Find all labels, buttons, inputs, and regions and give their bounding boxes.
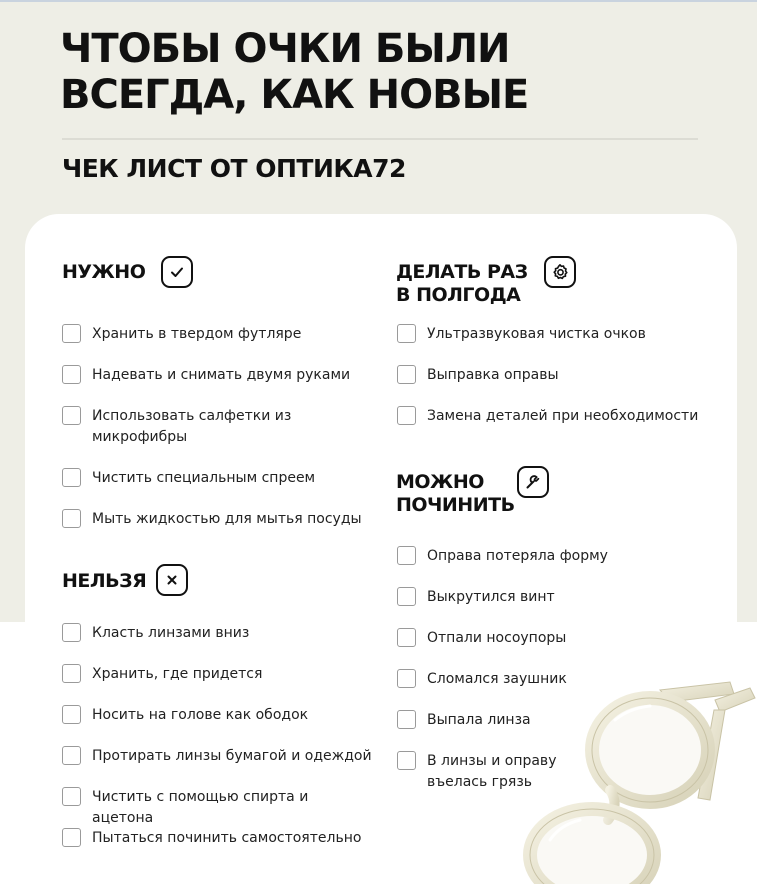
list-item[interactable]: Отпали носоупоры bbox=[397, 628, 717, 649]
page-title-line-2: ВСЕГДА, КАК НОВЫЕ bbox=[60, 72, 529, 118]
list-item[interactable]: Сломался заушник bbox=[397, 669, 717, 690]
list-item[interactable]: Класть линзами вниз bbox=[62, 623, 382, 644]
section-biannual-title: ДЕЛАТЬ РАЗ В ПОЛГОДА bbox=[396, 261, 528, 306]
checkbox[interactable] bbox=[62, 746, 81, 765]
list-item[interactable]: Протирать линзы бумагой и одеждой bbox=[62, 746, 382, 767]
checkbox[interactable] bbox=[397, 751, 416, 770]
checkbox[interactable] bbox=[62, 664, 81, 683]
list-item[interactable]: Чистить с помощью спирта и ацетона bbox=[62, 787, 382, 829]
list-item[interactable]: Носить на голове как ободок bbox=[62, 705, 382, 726]
check-icon bbox=[161, 256, 193, 288]
page-title-line-1: ЧТОБЫ ОЧКИ БЫЛИ bbox=[60, 26, 510, 72]
list-item[interactable]: Надевать и снимать двумя руками bbox=[62, 365, 382, 386]
checkbox[interactable] bbox=[397, 406, 416, 425]
checkbox[interactable] bbox=[397, 628, 416, 647]
list-item[interactable]: Оправа потеряла форму bbox=[397, 546, 717, 567]
checkbox[interactable] bbox=[62, 324, 81, 343]
section-forbidden-title: НЕЛЬЗЯ bbox=[62, 570, 147, 592]
checkbox[interactable] bbox=[397, 669, 416, 688]
section-repairable-title: МОЖНО ПОЧИНИТЬ bbox=[396, 471, 515, 516]
checkbox[interactable] bbox=[397, 324, 416, 343]
checkbox[interactable] bbox=[62, 468, 81, 487]
checkbox[interactable] bbox=[62, 828, 81, 847]
checkbox[interactable] bbox=[62, 509, 81, 528]
page-subtitle: ЧЕК ЛИСТ ОТ ОПТИКА72 bbox=[62, 154, 406, 183]
checkbox[interactable] bbox=[397, 546, 416, 565]
list-item[interactable]: Замена деталей при необходимости bbox=[397, 406, 717, 427]
section-forbidden-header bbox=[62, 564, 188, 596]
list-item[interactable]: Чистить специальным спреем bbox=[62, 468, 382, 489]
list-item[interactable]: В линзы и оправу въелась грязь bbox=[397, 751, 717, 793]
list-item[interactable]: Выкрутился винт bbox=[397, 587, 717, 608]
checkbox[interactable] bbox=[62, 406, 81, 425]
checkbox[interactable] bbox=[62, 623, 81, 642]
list-item[interactable]: Выпала линза bbox=[397, 710, 717, 731]
list-item[interactable]: Выправка оправы bbox=[397, 365, 717, 386]
gear-icon bbox=[544, 256, 576, 288]
section-biannual-header bbox=[396, 256, 576, 307]
list-item[interactable]: Пытаться починить самостоятельно bbox=[62, 828, 382, 849]
section-need-header bbox=[62, 256, 193, 288]
title-divider bbox=[62, 138, 698, 140]
glasses-image bbox=[520, 680, 757, 884]
cross-icon bbox=[156, 564, 188, 596]
list-item[interactable]: Хранить в твердом футляре bbox=[62, 324, 382, 345]
section-repairable-header bbox=[396, 466, 549, 517]
list-item[interactable]: Хранить, где придется bbox=[62, 664, 382, 685]
section-need-title: НУЖНО bbox=[62, 261, 146, 283]
list-item[interactable]: Ультразвуковая чистка очков bbox=[397, 324, 717, 345]
page-title bbox=[60, 26, 528, 118]
list-item[interactable]: Мыть жидкостью для мытья посуды bbox=[62, 509, 382, 530]
list-item[interactable]: Использовать салфетки из микрофибры bbox=[62, 406, 382, 448]
checkbox[interactable] bbox=[397, 587, 416, 606]
checkbox[interactable] bbox=[397, 710, 416, 729]
top-border bbox=[0, 0, 757, 2]
wrench-icon bbox=[517, 466, 549, 498]
checkbox[interactable] bbox=[62, 787, 81, 806]
checkbox[interactable] bbox=[397, 365, 416, 384]
checkbox[interactable] bbox=[62, 705, 81, 724]
checkbox[interactable] bbox=[62, 365, 81, 384]
